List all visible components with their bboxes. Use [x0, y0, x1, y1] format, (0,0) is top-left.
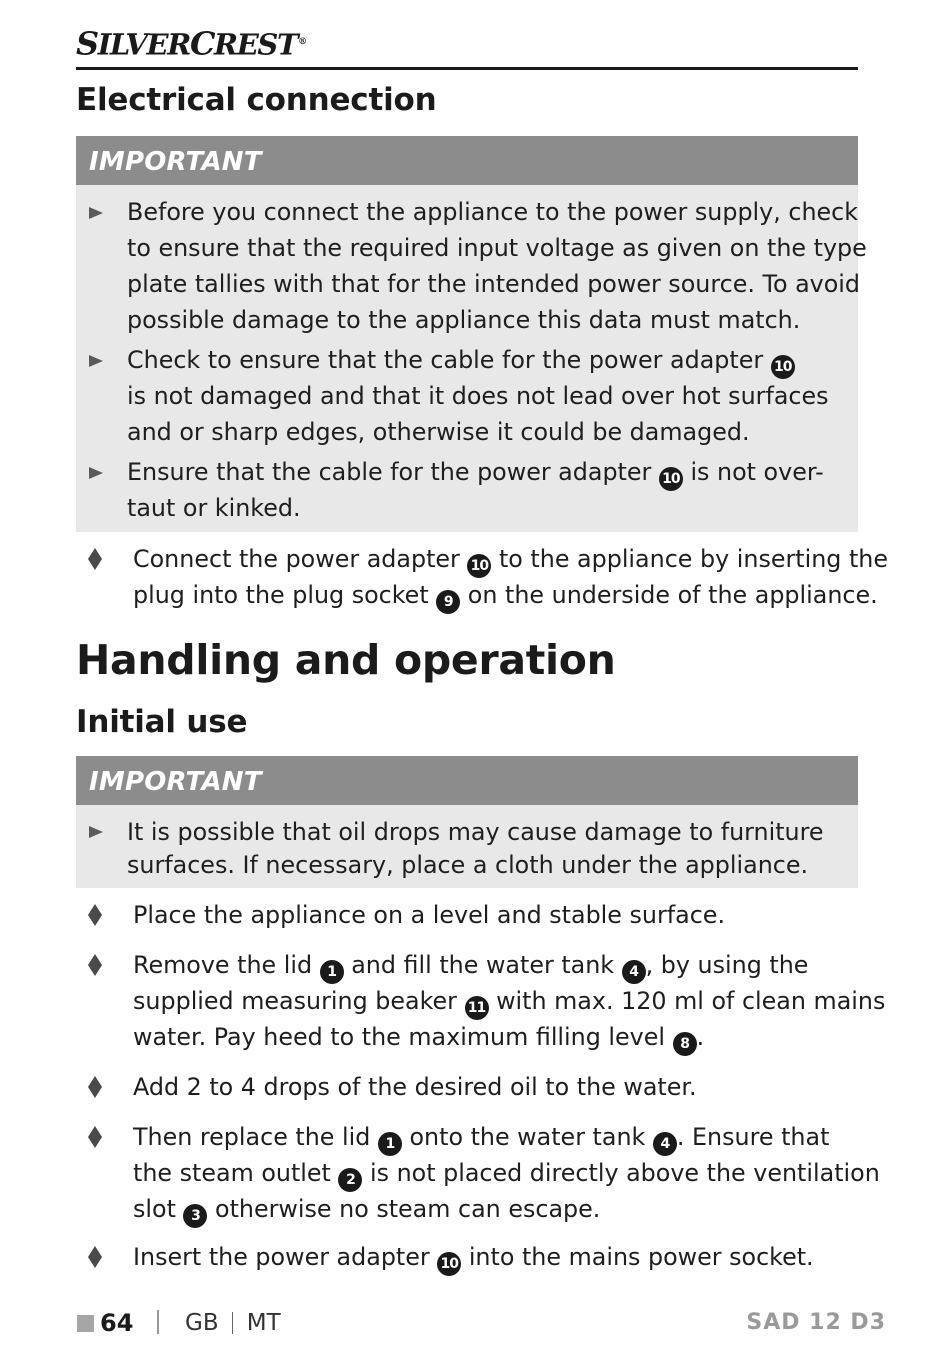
arrow-bullet-icon — [89, 461, 101, 485]
step-4-line-2: the steam outlet 2 is not placed directly above the ventilation — [133, 1158, 880, 1192]
box1-line-6: is not damaged and that it does not lead over hot surfaces — [127, 382, 829, 410]
connect-line-1: Connect the power adapter 10 to the appliance by inserting the — [133, 544, 888, 578]
step-2-line-2: supplied measuring beaker 11 with max. 120 ml of clean mains — [133, 986, 885, 1020]
box1-line-4: possible damage to the appliance this data must match. — [127, 306, 801, 334]
ref-badge-adapter: 10 — [659, 467, 683, 491]
step-5: Insert the power adapter 10 into the mains power socket. — [133, 1242, 814, 1276]
ref-badge-adapter: 10 — [467, 554, 491, 578]
ref-badge-fill-level: 8 — [673, 1032, 697, 1056]
important-label: IMPORTANT — [76, 756, 858, 805]
diamond-bullet-icon — [88, 904, 102, 926]
box1-line-8: Ensure that the cable for the power adapter 10 is not over- — [127, 457, 824, 491]
section-title-initial-use: Initial use — [76, 704, 248, 740]
box1-line-5: Check to ensure that the cable for the power adapter 10 — [127, 345, 795, 379]
diamond-bullet-icon — [88, 954, 102, 976]
box1-line-1: Before you connect the appliance to the power supply, check — [127, 198, 859, 226]
diamond-bullet-icon — [88, 1126, 102, 1148]
step-3: Add 2 to 4 drops of the desired oil to the water. — [133, 1073, 697, 1101]
diamond-bullet-icon — [88, 1246, 102, 1268]
model-number: SAD 12 D3 — [746, 1310, 886, 1335]
important-label: IMPORTANT — [76, 136, 858, 185]
diamond-bullet-icon — [88, 1076, 102, 1098]
ref-badge-adapter: 10 — [771, 355, 795, 379]
box1-line-9: taut or kinked. — [127, 494, 301, 522]
box1-line-7: and or sharp edges, otherwise it could be damaged. — [127, 418, 750, 446]
ref-badge-water-tank: 4 — [622, 960, 646, 984]
ref-badge-vent-slot: 3 — [183, 1204, 207, 1228]
ref-badge-water-tank: 4 — [653, 1132, 677, 1156]
header-rule — [76, 67, 858, 70]
page-number: 64 — [100, 1309, 134, 1337]
section-title-electrical: Electrical connection — [76, 82, 437, 118]
ref-badge-beaker: 11 — [465, 996, 489, 1020]
step-4-line-1: Then replace the lid 1 onto the water tank 4 . Ensure that — [133, 1122, 829, 1156]
brand-logo: SILVERCREST® — [76, 24, 306, 63]
box2-line-2: surfaces. If necessary, place a cloth under the appliance. — [127, 851, 809, 879]
box1-line-3: plate tallies with that for the intended power source. To avoid — [127, 270, 861, 298]
step-4-line-3: slot 3 otherwise no steam can escape. — [133, 1194, 600, 1228]
page-marker-square — [77, 1315, 94, 1332]
ref-badge-socket: 9 — [436, 590, 460, 614]
footer-divider — [157, 1310, 159, 1334]
box2-line-1: It is possible that oil drops may cause damage to furniture — [127, 818, 824, 846]
arrow-bullet-icon — [89, 820, 101, 844]
ref-badge-lid: 1 — [378, 1132, 402, 1156]
diamond-bullet-icon — [88, 548, 102, 570]
step-2-line-3: water. Pay heed to the maximum filling level 8 . — [133, 1022, 704, 1056]
section-title-handling: Handling and operation — [76, 636, 616, 684]
step-1: Place the appliance on a level and stable surface. — [133, 901, 726, 929]
connect-line-2: plug into the plug socket 9 on the underside of the appliance. — [133, 580, 878, 614]
arrow-bullet-icon — [89, 349, 101, 373]
ref-badge-lid: 1 — [320, 960, 344, 984]
step-2-line-1: Remove the lid 1 and fill the water tank 4 , by using the — [133, 950, 808, 984]
arrow-bullet-icon — [89, 201, 101, 225]
box1-line-2: to ensure that the required input voltage as given on the type — [127, 234, 867, 262]
language-codes: GB MT — [185, 1310, 281, 1336]
ref-badge-steam-outlet: 2 — [338, 1168, 362, 1192]
ref-badge-adapter: 10 — [437, 1252, 461, 1276]
